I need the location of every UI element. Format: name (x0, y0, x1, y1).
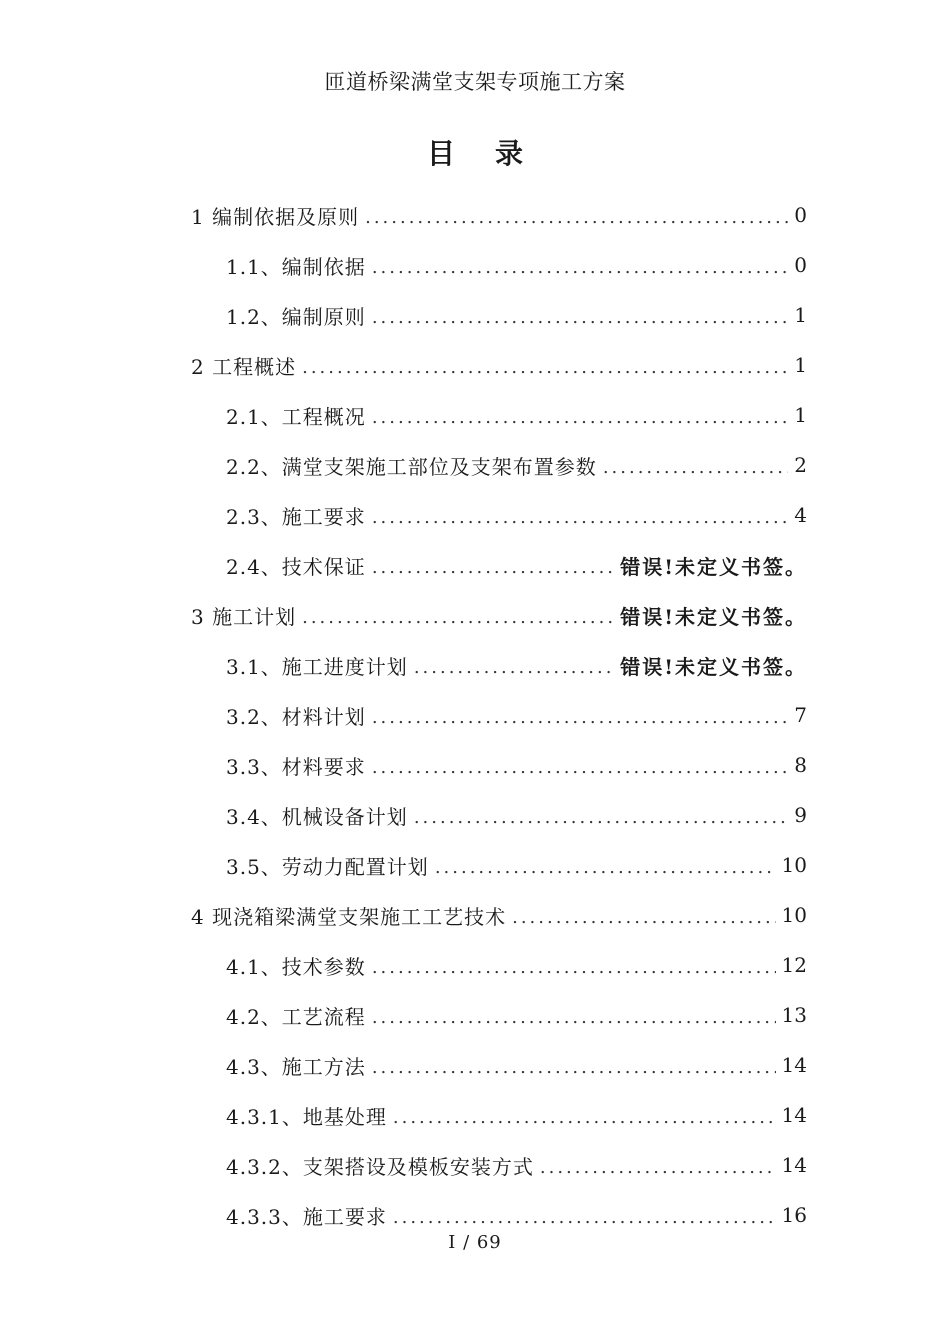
toc-entry-label: 3.4、机械设备计划 (226, 804, 408, 829)
toc-entry-label: 2 工程概述 (191, 354, 297, 379)
dot-leader (372, 1007, 776, 1028)
dot-leader (372, 707, 788, 728)
toc-entry-page-number: 14 (781, 1053, 807, 1077)
page-number: I / 69 (448, 1232, 502, 1253)
toc-entry[interactable] (0, 540, 950, 590)
toc-entry-label: 2.4、技术保证 (226, 554, 366, 579)
dot-leader (393, 1107, 776, 1128)
toc-title: 目录 (426, 137, 563, 170)
dot-leader (512, 907, 775, 928)
toc-entry-label: 4.1、技术参数 (226, 954, 366, 979)
toc-entry-page-number: 1 (794, 353, 807, 377)
toc-entry-label: 1 编制依据及原则 (191, 204, 360, 229)
toc-entry-page-number: 13 (781, 1003, 807, 1027)
toc-entry[interactable] (0, 590, 950, 640)
toc-entry-page-number: 12 (781, 953, 807, 977)
toc-entry[interactable] (0, 190, 950, 240)
dot-leader (435, 857, 776, 878)
toc-entry-page-number: 0 (794, 253, 807, 277)
toc-entry-label: 3.1、施工进度计划 (226, 654, 408, 679)
toc-entry[interactable] (0, 890, 950, 940)
toc-entry-page-number: 2 (794, 453, 807, 477)
toc-entry-label: 2.3、施工要求 (226, 504, 366, 529)
toc-entry[interactable] (0, 440, 950, 490)
toc-entry-error-text: 错误!未定义书签。 (620, 654, 807, 679)
toc-entry-label: 4.2、工艺流程 (226, 1004, 366, 1029)
toc-entry[interactable] (0, 640, 950, 690)
dot-leader (372, 557, 614, 578)
toc-entry-label: 2.2、满堂支架施工部位及支架布置参数 (226, 454, 597, 479)
table-of-contents (0, 190, 950, 1240)
toc-entry[interactable] (0, 390, 950, 440)
toc-entry[interactable] (0, 1040, 950, 1090)
toc-entry[interactable] (0, 940, 950, 990)
toc-entry[interactable] (0, 990, 950, 1040)
toc-entry-label: 3.2、材料计划 (226, 704, 366, 729)
toc-entry-page-number: 0 (794, 203, 807, 227)
dot-leader (372, 407, 788, 428)
dot-leader (365, 207, 788, 228)
page-header: 匝道桥梁满堂支架专项施工方案 (324, 70, 626, 94)
toc-entry[interactable] (0, 690, 950, 740)
dot-leader (372, 307, 788, 328)
toc-entry[interactable] (0, 240, 950, 290)
toc-entry-page-number: 14 (781, 1153, 807, 1177)
toc-entry-label: 1.2、编制原则 (226, 304, 366, 329)
toc-entry-page-number: 4 (794, 503, 807, 527)
toc-entry[interactable] (0, 840, 950, 890)
toc-entry[interactable] (0, 740, 950, 790)
toc-entry-label: 3.5、劳动力配置计划 (226, 854, 429, 879)
toc-entry-label: 4 现浇箱梁满堂支架施工工艺技术 (191, 904, 507, 929)
toc-entry-page-number: 8 (794, 753, 807, 777)
toc-entry-page-number: 9 (794, 803, 807, 827)
dot-leader (540, 1157, 776, 1178)
dot-leader (372, 257, 788, 278)
toc-entry-label: 4.3.3、施工要求 (226, 1204, 387, 1229)
dot-leader (372, 957, 776, 978)
toc-entry[interactable] (0, 340, 950, 390)
dot-leader (414, 807, 788, 828)
toc-entry-page-number: 10 (781, 903, 807, 927)
toc-entry-page-number: 10 (781, 853, 807, 877)
dot-leader (603, 457, 788, 478)
dot-leader (372, 1057, 776, 1078)
toc-entry-page-number: 7 (794, 703, 807, 727)
dot-leader (414, 657, 614, 678)
toc-entry[interactable] (0, 1140, 950, 1190)
toc-entry[interactable] (0, 1090, 950, 1140)
toc-entry-label: 3.3、材料要求 (226, 754, 366, 779)
dot-leader (302, 357, 788, 378)
dot-leader (393, 1207, 776, 1228)
dot-leader (372, 757, 788, 778)
toc-entry-page-number: 14 (781, 1103, 807, 1127)
toc-entry-error-text: 错误!未定义书签。 (620, 604, 807, 629)
toc-entry-label: 1.1、编制依据 (226, 254, 366, 279)
toc-entry-label: 4.3、施工方法 (226, 1054, 366, 1079)
toc-entry[interactable] (0, 490, 950, 540)
toc-entry-page-number: 1 (794, 303, 807, 327)
toc-entry-error-text: 错误!未定义书签。 (620, 554, 807, 579)
toc-entry-label: 4.3.1、地基处理 (226, 1104, 387, 1129)
dot-leader (372, 507, 788, 528)
dot-leader (302, 607, 614, 628)
toc-entry-label: 4.3.2、支架搭设及模板安装方式 (226, 1154, 534, 1179)
toc-entry-page-number: 1 (794, 403, 807, 427)
toc-entry-label: 3 施工计划 (191, 604, 297, 629)
toc-entry[interactable] (0, 290, 950, 340)
toc-entry[interactable] (0, 790, 950, 840)
toc-entry-label: 2.1、工程概况 (226, 404, 366, 429)
toc-entry-page-number: 16 (781, 1203, 807, 1227)
